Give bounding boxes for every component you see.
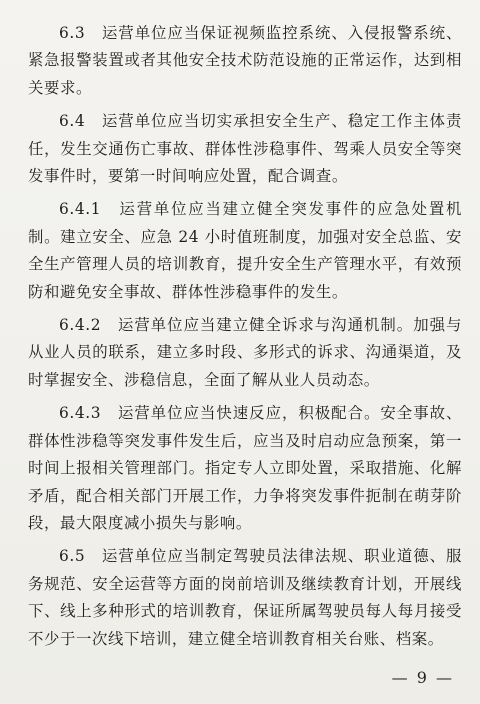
paragraph-6-5: 6.5 运营单位应当制定驾驶员法律法规、职业道德、服务规范、安全运营等方面的岗前培训及继续教育计划，开展线下、线上多种形式的培训教育，保证所属驾驶员每人每月接受不少于一次线下培训，建立健全培训教育相关台账、档案。 bbox=[28, 547, 462, 648]
page-number: — 9 — bbox=[391, 668, 454, 687]
paragraph-6-4-2: 6.4.2 运营单位应当建立健全诉求与沟通机制。加强与从业人员的联系，建立多时段、多形式的诉求、沟通渠道，及时掌握安全、涉稳信息，全面了解从业人员动态。 bbox=[28, 316, 462, 389]
paragraph-6-3: 6.3 运营单位应当保证视频监控系统、入侵报警系统、紧急报警装置或者其他安全技术防范设施的正常运作，达到相关要求。 bbox=[28, 24, 462, 97]
paragraph-6-4: 6.4 运营单位应当切实承担安全生产、稳定工作主体责任，发生交通伤亡事故、群体性涉稳事件、驾乘人员安全等突发事件时，要第一时间响应处置，配合调查。 bbox=[28, 112, 462, 186]
paragraph-6-4-3: 6.4.3 运营单位应当快速反应，积极配合。安全事故、群体性涉稳等突发事件发生后，应当及时启动应急预案，第一时间上报相关管理部门。指定专人立即处置，采取措施、化解矛盾，配合相关部门开展工作，力争将突发事件扼制在萌芽阶段，最大限度减小损失与影响。 bbox=[28, 404, 462, 532]
paragraph-6-4-1: 6.4.1 运营单位应当建立健全突发事件的应急处置机制。建立安全、应急 24 小时值班制度，加强对安全总监、安全生产管理人员的培训教育，提升安全生产管理水平，有效预防和避免安全事故、群体性涉稳事件的发生。 bbox=[28, 200, 462, 301]
